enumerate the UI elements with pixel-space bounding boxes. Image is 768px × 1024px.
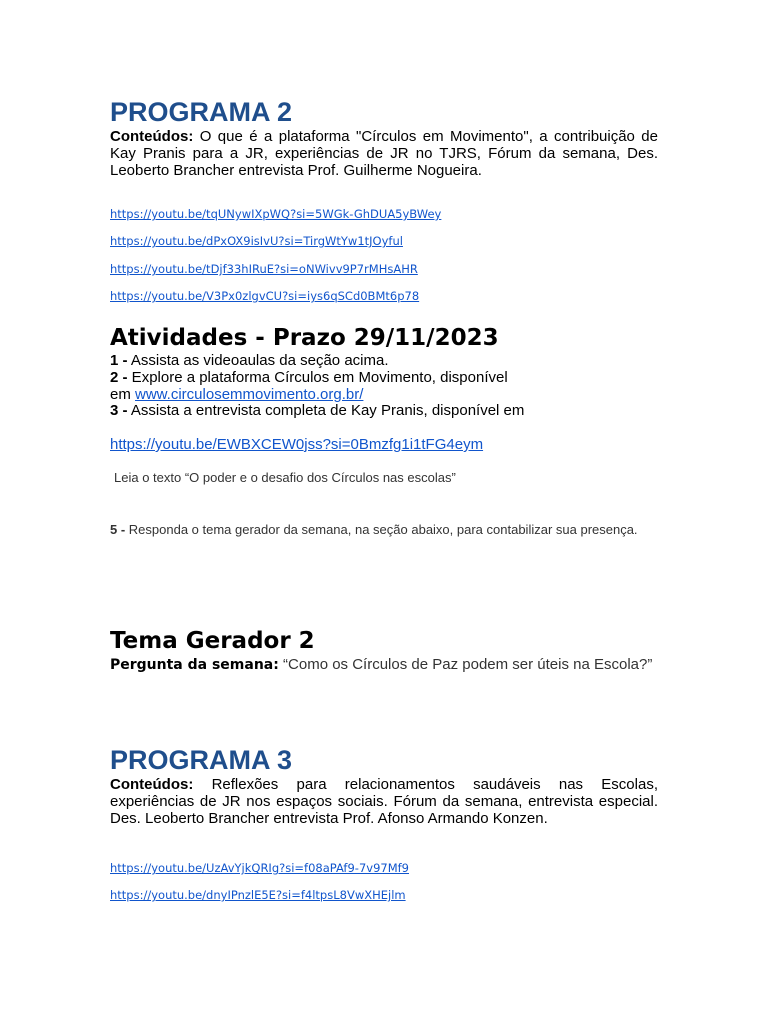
atividades-heading: Atividades - Prazo 29/11/2023 bbox=[110, 325, 499, 351]
atividade-2-num: 2 - bbox=[110, 369, 128, 386]
circulos-site-link[interactable]: www.circulosemmovimento.org.br/ bbox=[135, 386, 364, 403]
conteudos-label: Conteúdos: bbox=[110, 776, 194, 793]
atividade-3-num: 3 - bbox=[110, 402, 128, 419]
conteudos-label: Conteúdos: bbox=[110, 128, 194, 145]
atividade-2 bbox=[110, 369, 658, 403]
programa-2-heading: PROGRAMA 2 bbox=[110, 97, 293, 127]
programa-2-link-2[interactable]: https://youtu.be/dPxOX9isIvU?si=TirgWtYw1tJOyful bbox=[110, 234, 403, 248]
atividade-3-text: Assista a entrevista completa de Kay Pranis, disponível em bbox=[127, 402, 525, 419]
programa-2-link-1[interactable]: https://youtu.be/tqUNywIXpWQ?si=5WGk-GhDUA5yBWey bbox=[110, 207, 442, 221]
atividade-5-text: Responda o tema gerador da semana, na seção abaixo, para contabilizar sua presença. bbox=[125, 522, 638, 537]
programa-3-link-2[interactable]: https://youtu.be/dnyIPnzlE5E?si=f4ltpsL8VwXHEjlm bbox=[110, 888, 406, 902]
conteudos-text: O que é a plataforma "Círculos em Movimento", a contribuição de Kay Pranis para a JR, experiências de JR no TJRS, Fórum da semana, Des. Leoberto Brancher entrevista Prof. Guilherme Nogueira. bbox=[110, 128, 658, 179]
tema-gerador-heading: Tema Gerador 2 bbox=[110, 628, 315, 654]
programa-2-conteudos bbox=[110, 128, 658, 179]
atividade-1 bbox=[110, 352, 658, 369]
programa-3-heading: PROGRAMA 3 bbox=[110, 745, 293, 775]
atividade-2-text: Explore a plataforma Círculos em Movimento, disponível bbox=[127, 369, 508, 386]
kay-pranis-interview-link[interactable]: https://youtu.be/EWBXCEW0jss?si=0Bmzfg1i1tFG4eym bbox=[110, 436, 484, 453]
pergunta-da-semana bbox=[110, 656, 658, 674]
programa-3-link-1[interactable]: https://youtu.be/UzAvYjkQRIg?si=f08aPAf9-7v97Mf9 bbox=[110, 861, 409, 875]
atividade-1-text: Assista as videoaulas da seção acima. bbox=[127, 352, 389, 369]
atividade-5 bbox=[110, 522, 658, 538]
pergunta-label: Pergunta da semana: bbox=[110, 657, 279, 673]
conteudos-text: Reflexões para relacionamentos saudáveis nas Escolas, experiências de JR nos espaços sociais. Fórum da semana, entrevista especial. Des. Leoberto Brancher entrevista Prof. Afonso Armando Konzen. bbox=[110, 776, 658, 827]
atividade-1-num: 1 - bbox=[110, 352, 128, 369]
atividade-4: Leia o texto “O poder e o desafio dos Círculos nas escolas” bbox=[114, 470, 456, 485]
atividade-5-num: 5 - bbox=[110, 522, 126, 537]
atividade-3 bbox=[110, 402, 658, 419]
atividade-2-em: em bbox=[110, 386, 136, 403]
programa-3-conteudos bbox=[110, 776, 658, 827]
programa-2-link-3[interactable]: https://youtu.be/tDjf33hIRuE?si=oNWivv9P7rMHsAHR bbox=[110, 262, 418, 276]
pergunta-text: “Como os Círculos de Paz podem ser úteis na Escola?” bbox=[278, 656, 653, 673]
programa-2-link-4[interactable]: https://youtu.be/V3Px0zlgvCU?si=iys6qSCd0BMt6p78 bbox=[110, 289, 420, 303]
